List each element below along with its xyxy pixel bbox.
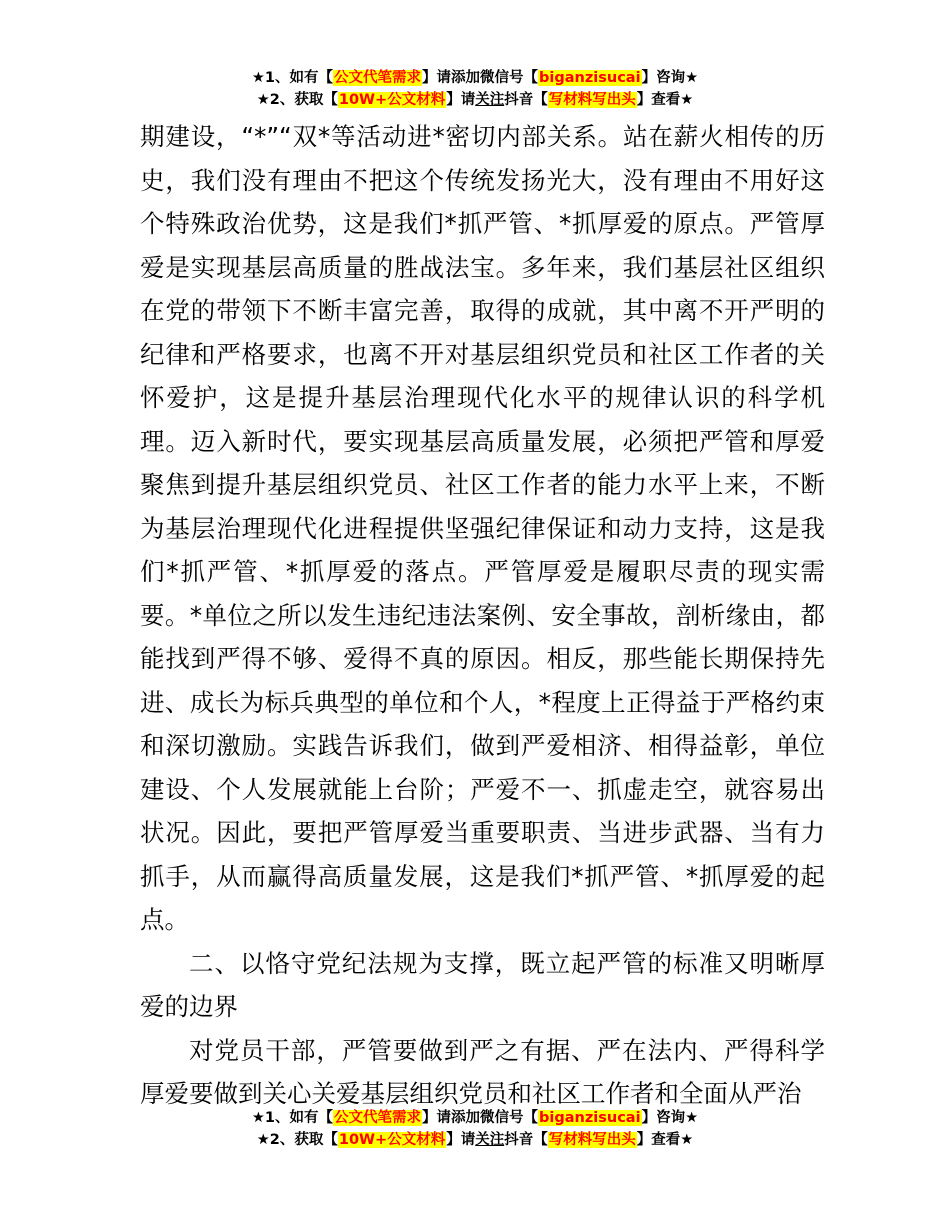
footer-highlight-service: 公文代笔需求	[334, 1110, 422, 1126]
banner-highlight-douyin: 写材料写出头	[548, 92, 636, 108]
section-heading-2: 二、以恪守党纪法规为支撑，既立起严管的标准又明晰厚爱的边界	[140, 948, 825, 1021]
footer-line1-prefix: ★1、如有【	[251, 1110, 334, 1126]
banner-line1-middle: 】请添加微信号【	[422, 70, 539, 86]
banner-highlight-service: 公文代笔需求	[334, 70, 422, 86]
header-banner	[0, 67, 950, 111]
banner-line1-suffix: 】咨询★	[641, 70, 699, 86]
footer-banner	[0, 1107, 950, 1151]
banner-line2-suffix: 】查看★	[636, 92, 694, 108]
banner-line2-middle-b: 抖音【	[504, 92, 548, 108]
body-paragraph-1: 期建设，“*”“双*等活动进*密切内部关系。站在薪火相传的历史，我们没有理由不把这个传统发扬光大，没有理由不用好这个特殊政治优势，这是我们*抓严管、*抓厚爱的原点。严管厚爱是实现基层高质量的胜战法宝。多年来，我们基层社区组织在党的带领下不断丰富完善，取得的成就，其中离不开严明的纪律和严格要求，也离不开对基层组织党员和社区工作者的关怀爱护，这是提升基层治理现代化水平的规律认识的科学机理。迈入新时代，要实现基层高质量发展，必须把严管和厚爱聚焦到提升基层组织党员、社区工作者的能力水平上来，不断为基层治理现代化进程提供坚强纪律保证和动力支持，这是我们*抓严管、*抓厚爱的落点。严管厚爱是履职尽责的现实需要。*单位之所以发生违纪违法案例、安全事故，剖析缘由，都能找到严得不够、爱得不真的原因。相反，那些能长期保持先进、成长为标兵典型的单位和个人，*程度上正得益于严格约束和深切激励。实践告诉我们，做到严爱相济、相得益彰，单位建设、个人发展就能上台阶；严爱不一、抓虚走空，就容易出状况。因此，要把严管厚爱当重要职责、当进步武器、当有力抓手，从而赢得高质量发展，这是我们*抓严管、*抓厚爱的起点。	[140, 122, 825, 934]
banner-underlined-follow: 关注	[475, 92, 505, 108]
footer-underlined-follow: 关注	[475, 1132, 505, 1148]
footer-line2-middle-a: 】请	[446, 1132, 476, 1148]
footer-line2-prefix: ★2、获取【	[256, 1132, 338, 1148]
footer-line2-middle-b: 抖音【	[504, 1132, 548, 1148]
banner-line2-prefix: ★2、获取【	[256, 92, 338, 108]
banner-highlight-wechat-id: biganzisucai	[539, 70, 641, 86]
banner-line-1	[0, 67, 950, 89]
body-paragraph-3: 对党员干部，严管要做到严之有据、严在法内、严得科学厚爱要做到关心关爱基层组织党员和社区工作者和全面从严治	[140, 1035, 825, 1108]
footer-line-1	[0, 1107, 950, 1129]
footer-line-2	[0, 1129, 950, 1151]
document-body	[140, 115, 825, 1116]
banner-highlight-materials: 10W+公文材料	[338, 92, 446, 108]
footer-highlight-douyin: 写材料写出头	[548, 1132, 636, 1148]
footer-line1-suffix: 】咨询★	[641, 1110, 699, 1126]
footer-highlight-materials: 10W+公文材料	[338, 1132, 446, 1148]
footer-line1-middle: 】请添加微信号【	[422, 1110, 539, 1126]
footer-line2-suffix: 】查看★	[636, 1132, 694, 1148]
banner-line1-prefix: ★1、如有【	[251, 70, 334, 86]
banner-line-2	[0, 89, 950, 111]
banner-line2-middle-a: 】请	[446, 92, 476, 108]
footer-highlight-wechat-id: biganzisucai	[539, 1110, 641, 1126]
